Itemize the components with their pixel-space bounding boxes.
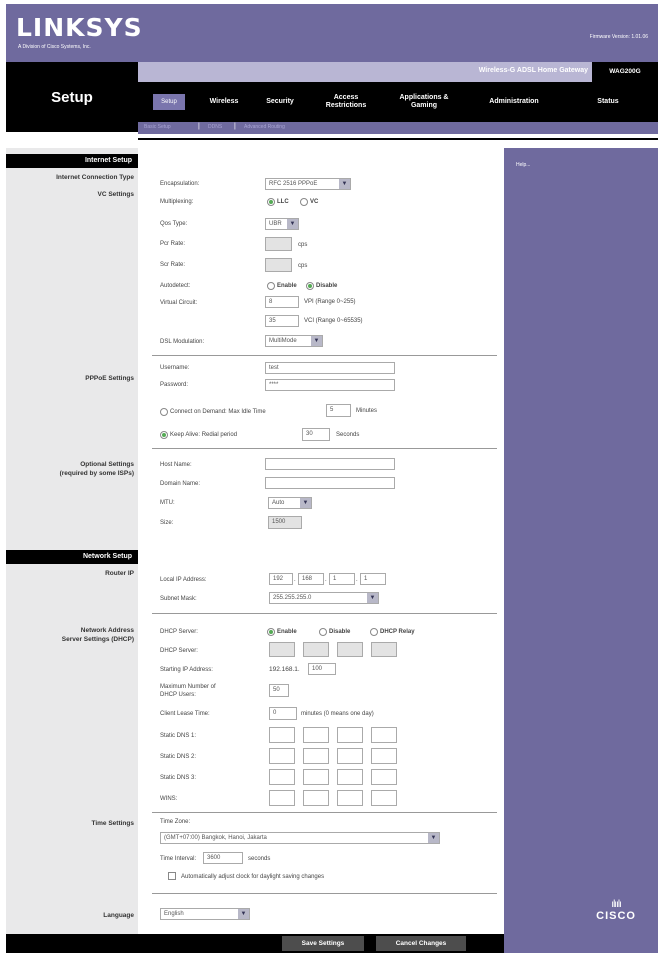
tab-administration[interactable]: Administration bbox=[489, 98, 539, 105]
mtu-size-input[interactable]: 1500 bbox=[268, 516, 302, 529]
time-interval-input[interactable]: 3600 bbox=[203, 852, 243, 864]
language-select[interactable]: English ▼ bbox=[160, 908, 250, 920]
wins-octet-1[interactable] bbox=[269, 790, 295, 806]
vpi-range-hint: VPI (Range 0~255) bbox=[304, 299, 356, 305]
page-title-block bbox=[6, 62, 138, 132]
relay-server-octet-2[interactable] bbox=[303, 642, 329, 657]
daylight-saving-checkbox[interactable] bbox=[168, 872, 176, 880]
section-network-setup: Network Setup bbox=[6, 550, 138, 564]
max-idle-time-input[interactable]: 5 bbox=[326, 404, 351, 417]
static-dns3-octet-2[interactable] bbox=[303, 769, 329, 785]
subnet-mask-select[interactable]: 255.255.255.0 ▼ bbox=[269, 592, 379, 604]
label-optional-settings: Optional Settings (required by some ISPs) bbox=[59, 461, 134, 477]
static-dns2-octet-3[interactable] bbox=[337, 748, 363, 764]
static-dns1-octet-2[interactable] bbox=[303, 727, 329, 743]
max-dhcp-users-label: Maximum Number of DHCP Users: bbox=[160, 684, 216, 698]
page-title: Setup bbox=[51, 89, 93, 106]
help-column bbox=[504, 148, 658, 934]
encapsulation-label: Encapsulation: bbox=[160, 181, 200, 187]
label-pppoe-settings: PPPoE Settings bbox=[85, 375, 134, 382]
subnet-mask-label: Subnet Mask: bbox=[160, 596, 197, 602]
chevron-down-icon: ▼ bbox=[428, 833, 439, 843]
username-label: Username: bbox=[160, 365, 190, 371]
chevron-down-icon: ▼ bbox=[339, 179, 350, 189]
dsl-modulation-select[interactable]: MultiMode ▼ bbox=[265, 335, 323, 347]
header-divider bbox=[138, 134, 658, 140]
local-ip-octet-1[interactable]: 192 bbox=[269, 573, 293, 585]
password-label: Password: bbox=[160, 382, 189, 388]
static-dns1-octet-3[interactable] bbox=[337, 727, 363, 743]
label-vc-settings: VC Settings bbox=[97, 191, 134, 198]
domain-name-input[interactable] bbox=[265, 477, 395, 489]
local-ip-label: Local IP Address: bbox=[160, 577, 207, 583]
mtu-select[interactable]: Auto ▼ bbox=[268, 497, 312, 509]
cisco-logo bbox=[596, 900, 636, 922]
idle-time-unit: Minutes bbox=[356, 408, 378, 414]
autodetect-disable-radio[interactable]: Disable bbox=[306, 282, 337, 290]
client-lease-hint: minutes (0 means one day) bbox=[301, 711, 374, 717]
wins-octet-4[interactable] bbox=[371, 790, 397, 806]
static-dns3-label: Static DNS 3: bbox=[160, 775, 197, 781]
static-dns1-label: Static DNS 1: bbox=[160, 733, 197, 739]
main-tab-bar bbox=[138, 82, 658, 122]
keep-alive-radio[interactable]: Keep Alive: Redial period bbox=[160, 431, 237, 439]
cancel-changes-button[interactable]: Cancel Changes bbox=[376, 936, 466, 951]
footer-right bbox=[504, 934, 658, 953]
static-dns3-octet-3[interactable] bbox=[337, 769, 363, 785]
static-dns1-octet-1[interactable] bbox=[269, 727, 295, 743]
vci-input[interactable]: 35 bbox=[265, 315, 299, 327]
local-ip-octet-4[interactable]: 1 bbox=[360, 573, 386, 585]
relay-server-octet-3[interactable] bbox=[337, 642, 363, 657]
autodetect-enable-radio[interactable]: Enable bbox=[267, 282, 297, 290]
section-label-column bbox=[6, 148, 138, 934]
section-divider bbox=[152, 893, 497, 894]
chevron-down-icon: ▼ bbox=[238, 909, 249, 919]
relay-server-octet-4[interactable] bbox=[371, 642, 397, 657]
multiplexing-vc-radio[interactable]: VC bbox=[300, 198, 318, 206]
local-ip-octet-2[interactable]: 168 bbox=[298, 573, 324, 585]
mtu-size-label: Size: bbox=[160, 520, 174, 526]
cisco-bars-icon: ılıılı bbox=[611, 899, 621, 910]
static-dns3-octet-1[interactable] bbox=[269, 769, 295, 785]
section-divider bbox=[152, 355, 497, 356]
subtab-basic-setup[interactable]: Basic Setup bbox=[144, 124, 171, 130]
logo-subtitle: A Division of Cisco Systems, Inc. bbox=[18, 44, 91, 50]
username-input[interactable]: test bbox=[265, 362, 395, 374]
footer-left bbox=[6, 934, 138, 953]
label-dhcp-settings: Network Address Server Settings (DHCP) bbox=[61, 627, 134, 643]
chevron-down-icon: ▼ bbox=[300, 498, 311, 508]
tab-setup[interactable]: Setup bbox=[146, 82, 192, 122]
daylight-saving-label: Automatically adjust clock for daylight saving changes bbox=[181, 874, 325, 880]
domain-name-label: Domain Name: bbox=[160, 481, 201, 487]
dhcp-relay-radio[interactable]: DHCP Relay bbox=[370, 628, 415, 636]
autodetect-label: Autodetect: bbox=[160, 283, 191, 289]
chevron-down-icon: ▼ bbox=[287, 219, 298, 229]
dhcp-disable-radio[interactable]: Disable bbox=[319, 628, 350, 636]
wins-label: WINS: bbox=[160, 796, 178, 802]
subtab-advanced-routing[interactable]: Advanced Routing bbox=[244, 124, 285, 130]
tab-applications-gaming[interactable]: Applications & Gaming bbox=[399, 94, 449, 109]
dhcp-relay-server-label: DHCP Server: bbox=[160, 648, 198, 654]
section-divider bbox=[152, 613, 497, 614]
model-number: WAG200G bbox=[592, 62, 658, 82]
multiplexing-llc-radio[interactable]: LLC bbox=[267, 198, 289, 206]
local-ip-octet-3[interactable]: 1 bbox=[329, 573, 355, 585]
scr-rate-label: Scr Rate: bbox=[160, 262, 186, 268]
multiplexing-label: Multiplexing: bbox=[160, 199, 194, 205]
pcr-unit: cps bbox=[298, 242, 308, 248]
pcr-rate-input[interactable] bbox=[265, 237, 292, 251]
firmware-version: Firmware Version: 1.01.06 bbox=[589, 34, 648, 40]
sub-tab-bar bbox=[138, 122, 658, 134]
client-lease-label: Client Lease Time: bbox=[160, 711, 210, 717]
time-interval-unit: seconds bbox=[248, 856, 271, 862]
dsl-modulation-label: DSL Modulation: bbox=[160, 339, 205, 345]
static-dns2-octet-4[interactable] bbox=[371, 748, 397, 764]
static-dns2-label: Static DNS 2: bbox=[160, 754, 197, 760]
dhcp-server-label: DHCP Server: bbox=[160, 629, 198, 635]
brand-bar bbox=[6, 4, 658, 62]
vpi-input[interactable]: 8 bbox=[265, 296, 299, 308]
time-zone-label: Time Zone: bbox=[160, 819, 191, 825]
tab-status[interactable]: Status bbox=[597, 98, 619, 105]
redial-period-input[interactable]: 30 bbox=[302, 428, 330, 441]
wins-octet-3[interactable] bbox=[337, 790, 363, 806]
label-internet-connection-type: Internet Connection Type bbox=[56, 174, 134, 181]
connect-on-demand-radio[interactable]: Connect on Demand: Max Idle Time bbox=[160, 408, 266, 416]
section-divider bbox=[152, 812, 497, 813]
cisco-wordmark: CISCO bbox=[596, 910, 636, 922]
static-dns2-octet-1[interactable] bbox=[269, 748, 295, 764]
static-dns3-octet-4[interactable] bbox=[371, 769, 397, 785]
label-time-settings: Time Settings bbox=[91, 820, 134, 827]
tab-security[interactable]: Security bbox=[266, 98, 294, 105]
scr-rate-input[interactable] bbox=[265, 258, 292, 272]
virtual-circuit-label: Virtual Circuit: bbox=[160, 300, 198, 306]
relay-server-octet-1[interactable] bbox=[269, 642, 295, 657]
label-router-ip: Router IP bbox=[105, 570, 134, 577]
settings-form bbox=[138, 148, 504, 934]
section-internet-setup: Internet Setup bbox=[6, 154, 138, 168]
redial-period-unit: Seconds bbox=[336, 432, 360, 438]
footer-bar bbox=[138, 934, 504, 953]
save-settings-button[interactable]: Save Settings bbox=[282, 936, 364, 951]
static-dns2-octet-2[interactable] bbox=[303, 748, 329, 764]
tab-wireless[interactable]: Wireless bbox=[209, 98, 239, 105]
wins-octet-2[interactable] bbox=[303, 790, 329, 806]
vci-range-hint: VCI (Range 0~65535) bbox=[304, 318, 363, 324]
starting-ip-last-octet[interactable]: 100 bbox=[308, 663, 336, 675]
qos-type-label: Qos Type: bbox=[160, 221, 188, 227]
qos-type-select[interactable]: UBR ▼ bbox=[265, 218, 299, 230]
subtab-separator: | bbox=[234, 123, 236, 130]
max-dhcp-users-input[interactable]: 50 bbox=[269, 684, 289, 697]
section-divider bbox=[152, 448, 497, 449]
ip-dot: . bbox=[294, 577, 296, 583]
encapsulation-select[interactable]: RFC 2516 PPPoE ▼ bbox=[265, 178, 351, 190]
mtu-label: MTU: bbox=[160, 500, 175, 506]
product-bar bbox=[138, 62, 658, 82]
ip-dot: . bbox=[356, 577, 358, 583]
client-lease-input[interactable]: 0 bbox=[269, 707, 297, 720]
starting-ip-prefix: 192.168.1. bbox=[269, 666, 300, 673]
time-interval-label: Time Interval: bbox=[160, 856, 197, 862]
scr-unit: cps bbox=[298, 263, 308, 269]
help-link[interactable]: Help... bbox=[516, 162, 531, 168]
dhcp-enable-radio[interactable]: Enable bbox=[267, 628, 297, 636]
ip-dot: . bbox=[325, 577, 327, 583]
linksys-logo: LINKSYS bbox=[16, 13, 143, 42]
host-name-input[interactable] bbox=[265, 458, 395, 470]
subtab-separator: | bbox=[198, 123, 200, 130]
time-zone-select[interactable]: (GMT+07:00) Bangkok, Hanoi, Jakarta ▼ bbox=[160, 832, 440, 844]
subtab-ddns[interactable]: DDNS bbox=[208, 124, 223, 130]
pcr-rate-label: Pcr Rate: bbox=[160, 241, 186, 247]
password-input[interactable]: **** bbox=[265, 379, 395, 391]
label-language: Language bbox=[103, 912, 134, 919]
chevron-down-icon: ▼ bbox=[367, 593, 378, 603]
tab-access-restrictions[interactable]: Access Restrictions bbox=[325, 94, 367, 109]
chevron-down-icon: ▼ bbox=[311, 336, 322, 346]
starting-ip-label: Starting IP Address: bbox=[160, 667, 213, 673]
product-name: Wireless-G ADSL Home Gateway bbox=[478, 67, 588, 74]
host-name-label: Host Name: bbox=[160, 462, 192, 468]
static-dns1-octet-4[interactable] bbox=[371, 727, 397, 743]
